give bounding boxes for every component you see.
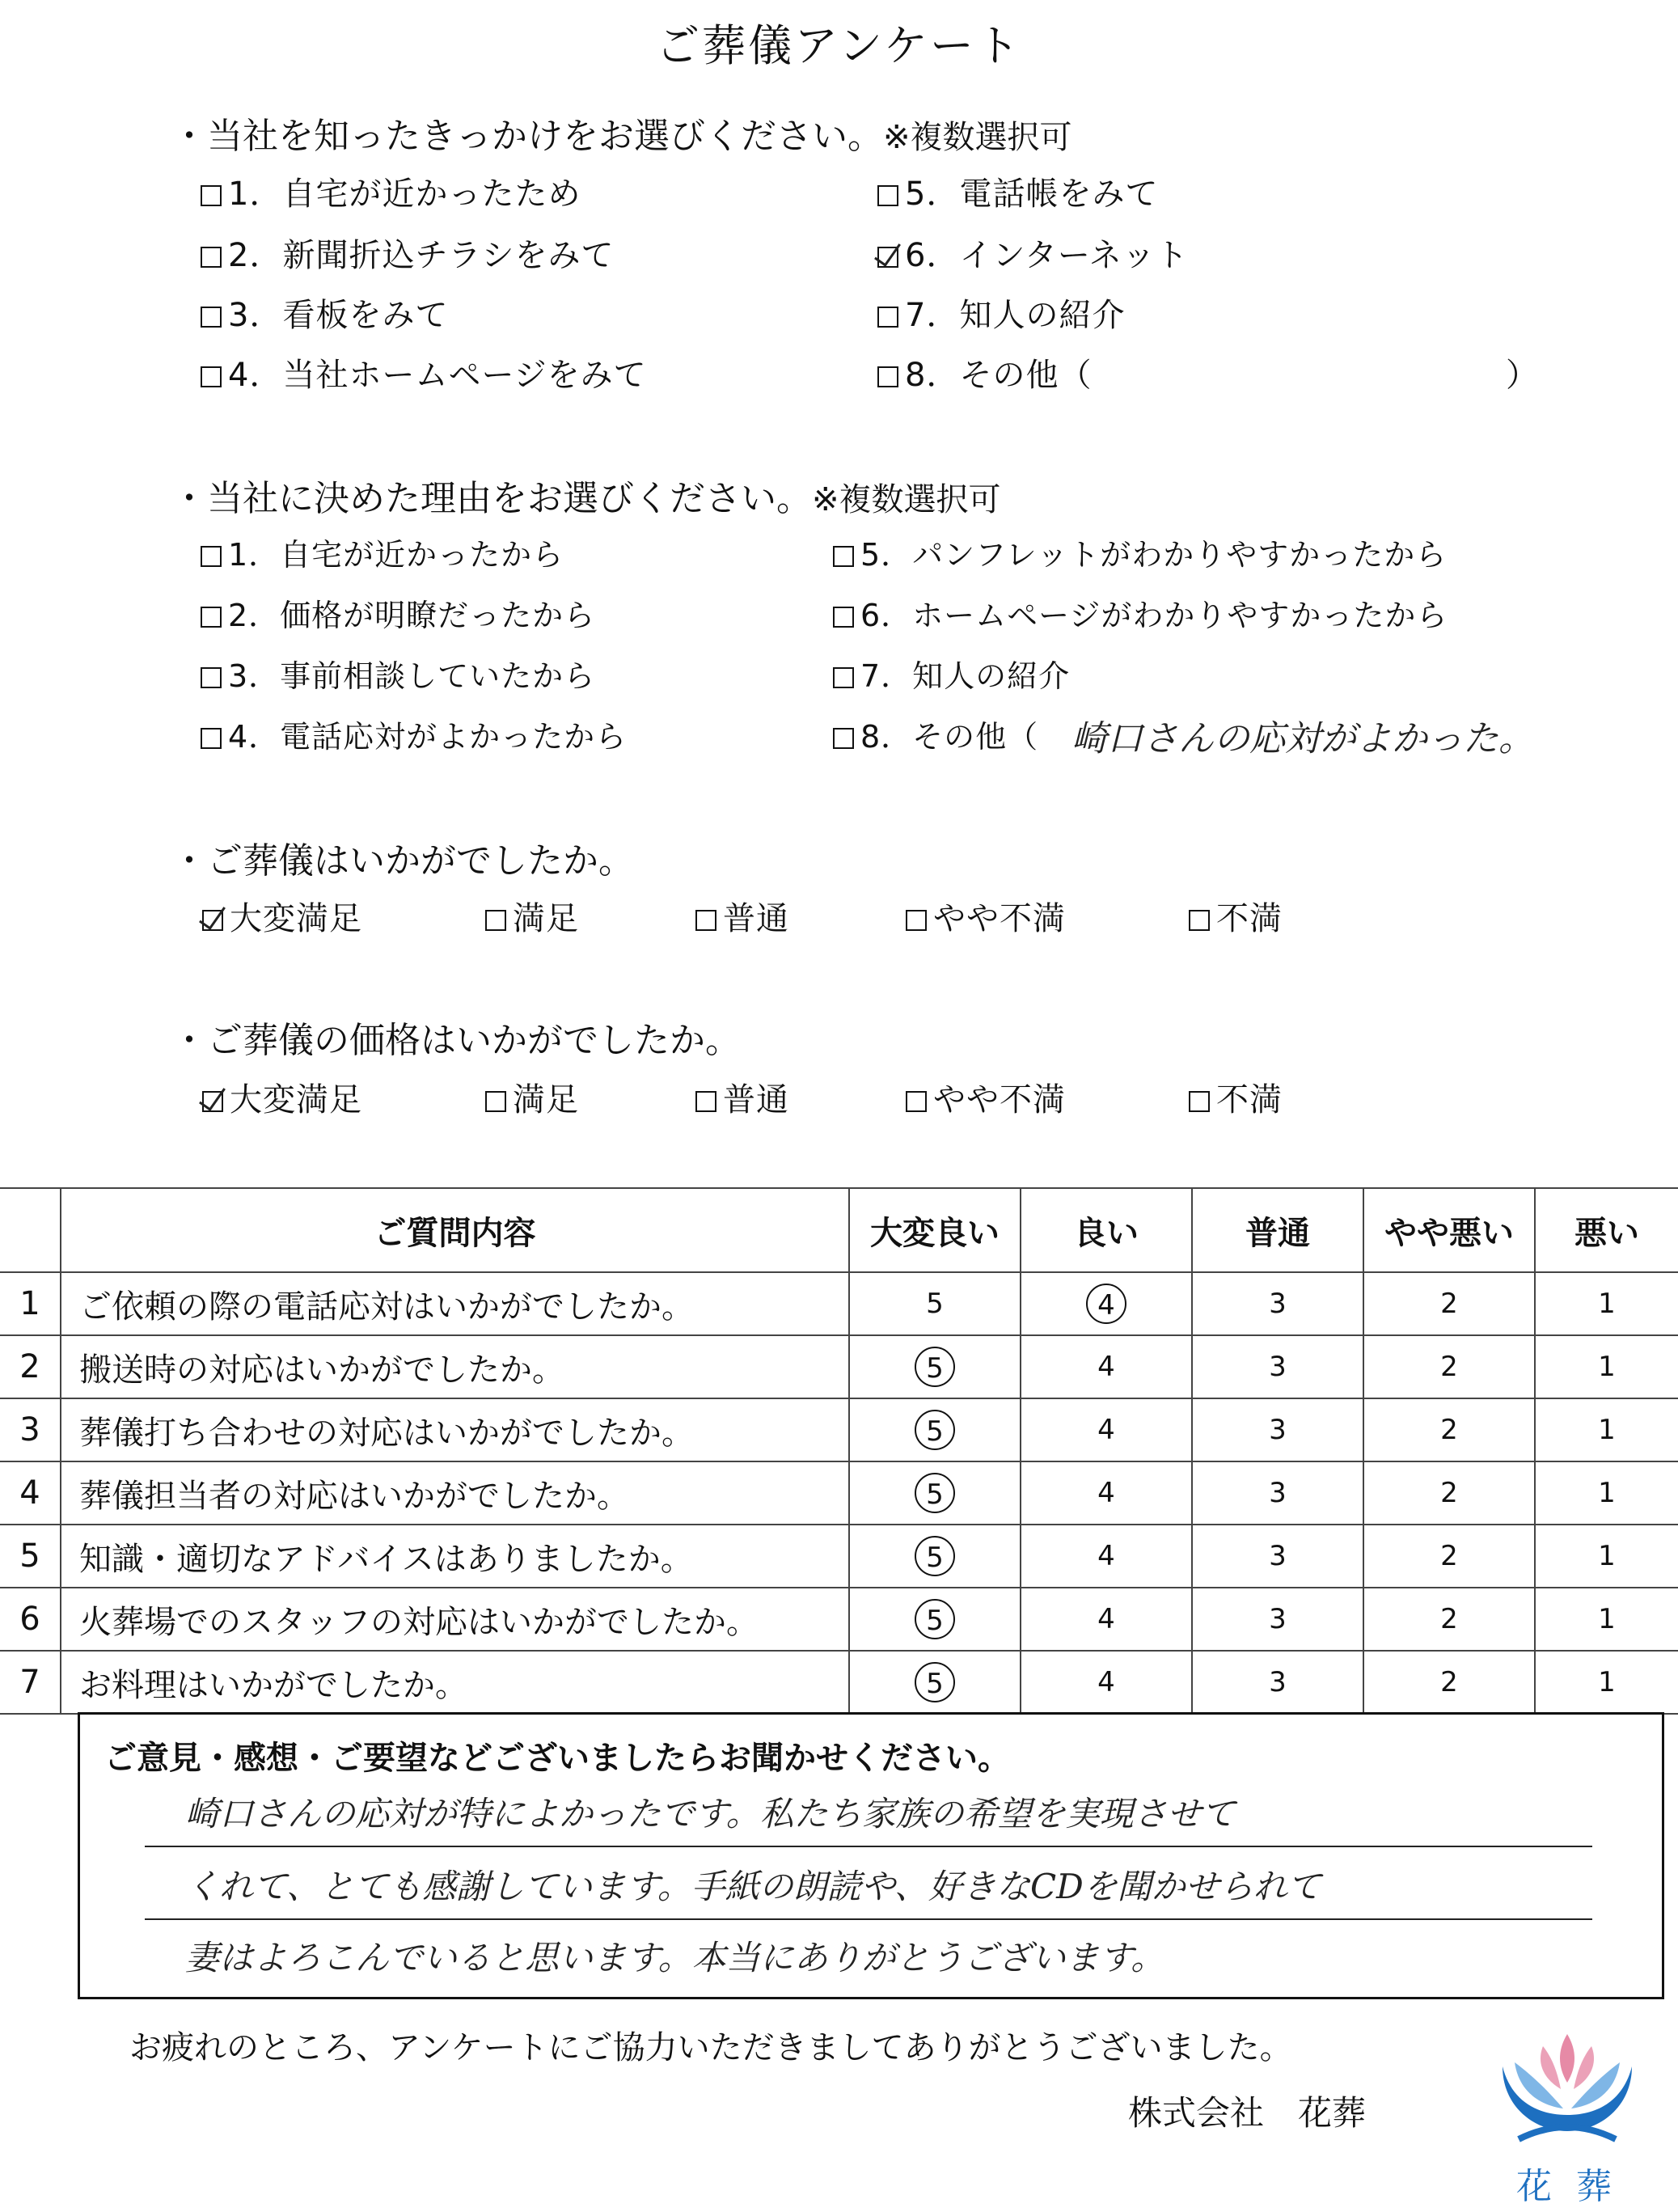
q3-option-4-label: やや不満 (933, 900, 1066, 937)
q4-option-1[interactable] (202, 1074, 362, 1120)
score-cell[interactable] (1021, 1461, 1192, 1525)
q4-option-3[interactable] (695, 1074, 789, 1120)
q2-heading-text: ・当社に決めた理由をお選びください。 (171, 478, 812, 519)
q4-option-5-label: 不満 (1216, 1081, 1283, 1119)
score-cell[interactable] (1021, 1651, 1192, 1714)
score-value: 5 (926, 1288, 944, 1320)
score-cell[interactable] (1192, 1525, 1363, 1588)
score-cell[interactable] (1192, 1272, 1363, 1335)
lotus-logo-icon (1486, 2018, 1648, 2155)
checkbox-icon[interactable] (201, 185, 222, 206)
score-value: 1 (1598, 1414, 1616, 1446)
q2-option-3-label: 3．事前相談していたから (228, 658, 596, 694)
selected-score-circle: 5 (915, 1473, 955, 1513)
comment-line-1: 崎口さんの応対が特によかったです。私たち家族の希望を実現させて (185, 1794, 1236, 1833)
header-col-somewhat-bad: やや悪い (1363, 1188, 1535, 1272)
score-value: 4 (1097, 1603, 1115, 1635)
checkbox-icon[interactable] (695, 1091, 716, 1112)
checkbox-icon[interactable] (833, 607, 854, 628)
score-cell[interactable] (1021, 1525, 1192, 1588)
score-cell[interactable] (1363, 1272, 1535, 1335)
q1-option-7[interactable] (877, 290, 1125, 336)
score-value: 3 (1269, 1603, 1287, 1635)
score-cell[interactable] (1192, 1335, 1363, 1398)
checkbox-icon[interactable] (833, 728, 854, 749)
row-number: 5 (0, 1525, 61, 1588)
page-title: ご葬儀アンケート (656, 20, 1022, 71)
q1-heading-text: ・当社を知ったきっかけをお選びください。 (171, 116, 883, 157)
comment-line-2: くれて、とても感謝しています。手紙の朗読や、好きなCDを聞かせられて (185, 1867, 1321, 1906)
q2-option-7-label: 7．知人の紹介 (860, 658, 1071, 694)
checkbox-icon[interactable] (833, 667, 854, 688)
score-cell[interactable] (1192, 1651, 1363, 1714)
q2-option-8[interactable] (833, 712, 1038, 756)
score-cell[interactable] (1363, 1461, 1535, 1525)
score-cell[interactable] (1192, 1588, 1363, 1651)
checkbox-icon[interactable] (201, 366, 222, 387)
q3-option-3[interactable] (695, 893, 789, 939)
row-question: ご依頼の際の電話応対はいかがでしたか。 (61, 1272, 849, 1335)
q4-option-4-label: やや不満 (933, 1081, 1066, 1119)
row-question: 火葬場でのスタッフの対応はいかがでしたか。 (61, 1588, 849, 1651)
rating-table-header (0, 1188, 1678, 1272)
comment-rule-2 (145, 1918, 1592, 1920)
score-cell[interactable] (849, 1651, 1021, 1714)
q3-heading: ・ご葬儀はいかがでしたか。 (171, 840, 634, 882)
table-row (0, 1651, 1678, 1714)
score-value: 4 (1097, 1666, 1115, 1698)
checkbox-icon[interactable] (201, 546, 222, 567)
score-value: 4 (1097, 1351, 1115, 1383)
score-cell[interactable] (1535, 1398, 1678, 1461)
score-cell[interactable] (849, 1398, 1021, 1461)
q2-option-8-label: 8．その他（ (860, 719, 1039, 755)
logo-text: 花 葬 (1516, 2166, 1618, 2207)
q1-option-4[interactable] (201, 349, 647, 395)
score-value: 2 (1440, 1414, 1458, 1446)
score-value: 3 (1269, 1288, 1287, 1320)
score-value: 1 (1598, 1288, 1616, 1320)
q2-option-6-label: 6．ホームページがわかりやすかったから (860, 598, 1448, 633)
q1-option-1-label: 1．自宅が近かったため (228, 176, 581, 213)
checkbox-icon[interactable] (201, 607, 222, 628)
selected-score-circle: 5 (915, 1599, 955, 1639)
score-value: 1 (1598, 1603, 1616, 1635)
score-value: 3 (1269, 1414, 1287, 1446)
q2-other-handwritten: 崎口さんの応対がよかった。 (1071, 718, 1534, 759)
selected-score-circle: 5 (915, 1347, 955, 1387)
header-col-bad: 悪い (1535, 1188, 1678, 1272)
checkbox-icon[interactable] (695, 910, 716, 931)
checkbox-icon[interactable] (201, 728, 222, 749)
selected-score-circle: 4 (1086, 1284, 1126, 1324)
header-question: ご質問内容 (61, 1188, 849, 1272)
score-value: 2 (1440, 1288, 1458, 1320)
q2-option-5-label: 5．パンフレットがわかりやすかったから (860, 537, 1448, 573)
score-value: 4 (1097, 1540, 1115, 1572)
q2-option-1[interactable] (201, 530, 564, 574)
score-cell[interactable] (1535, 1588, 1678, 1651)
q3-option-5-label: 不満 (1216, 900, 1283, 937)
row-number: 2 (0, 1335, 61, 1398)
q2-option-4[interactable] (201, 712, 627, 756)
checkbox-icon[interactable] (906, 910, 927, 931)
score-value: 4 (1097, 1414, 1115, 1446)
score-value: 1 (1598, 1540, 1616, 1572)
q1-other-close-paren: ） (1506, 357, 1539, 394)
q1-option-2[interactable] (201, 230, 614, 276)
score-cell[interactable] (1535, 1335, 1678, 1398)
selected-score-circle: 5 (915, 1662, 955, 1702)
score-cell[interactable] (1021, 1588, 1192, 1651)
score-value: 1 (1598, 1666, 1616, 1698)
table-row (0, 1525, 1678, 1588)
q1-option-5[interactable] (877, 168, 1158, 214)
row-question: 葬儀担当者の対応はいかがでしたか。 (61, 1461, 849, 1525)
q2-option-7[interactable] (833, 651, 1070, 696)
checkbox-icon[interactable] (833, 546, 854, 567)
selected-score-circle: 5 (915, 1536, 955, 1576)
score-value: 3 (1269, 1477, 1287, 1509)
score-cell[interactable] (1535, 1525, 1678, 1588)
checkbox-icon[interactable] (877, 366, 898, 387)
checkbox-icon[interactable] (877, 185, 898, 206)
q3-option-4[interactable] (906, 893, 1066, 939)
score-value: 3 (1269, 1540, 1287, 1572)
score-value: 3 (1269, 1351, 1287, 1383)
footer-company: 株式会社 花葬 (1128, 2093, 1367, 2133)
checkbox-checked-icon[interactable] (877, 247, 898, 268)
row-question: 知識・適切なアドバイスはありましたか。 (61, 1525, 849, 1588)
q2-option-3[interactable] (201, 651, 595, 696)
score-cell[interactable] (1192, 1398, 1363, 1461)
q3-option-3-label: 普通 (723, 900, 789, 937)
score-value: 4 (1097, 1477, 1115, 1509)
score-value: 1 (1598, 1477, 1616, 1509)
table-row (0, 1398, 1678, 1461)
rating-table-body (0, 1272, 1678, 1714)
rating-table (0, 1187, 1678, 1715)
score-cell[interactable] (849, 1461, 1021, 1525)
score-cell[interactable] (1363, 1398, 1535, 1461)
q2-option-2[interactable] (201, 590, 595, 635)
q2-option-2-label: 2．価格が明瞭だったから (228, 598, 596, 633)
table-row (0, 1272, 1678, 1335)
q1-option-1[interactable] (201, 168, 581, 214)
score-value: 2 (1440, 1477, 1458, 1509)
checkbox-icon[interactable] (201, 307, 222, 328)
header-col-average: 普通 (1192, 1188, 1363, 1272)
q1-note: ※複数選択可 (883, 119, 1072, 156)
score-cell[interactable] (1535, 1461, 1678, 1525)
q3-option-2-label: 満足 (513, 900, 579, 937)
checkbox-checked-icon[interactable] (202, 1091, 223, 1112)
q4-option-4[interactable] (906, 1074, 1066, 1120)
comments-heading: ご意見・感想・ご要望などございましたらお聞かせください。 (104, 1740, 1010, 1777)
q2-option-5[interactable] (833, 530, 1447, 574)
score-cell[interactable] (1363, 1335, 1535, 1398)
row-number: 3 (0, 1398, 61, 1461)
checkbox-icon[interactable] (906, 1091, 927, 1112)
q1-heading (171, 107, 1072, 159)
score-cell[interactable] (1535, 1651, 1678, 1714)
row-number: 1 (0, 1272, 61, 1335)
q4-option-2[interactable] (485, 1074, 579, 1120)
q1-option-8[interactable] (877, 349, 1092, 395)
q3-option-1[interactable] (202, 893, 362, 939)
q4-option-5[interactable] (1189, 1074, 1283, 1120)
score-cell[interactable] (849, 1588, 1021, 1651)
checkbox-icon[interactable] (485, 1091, 506, 1112)
checkbox-checked-icon[interactable] (202, 910, 223, 931)
score-cell[interactable] (849, 1272, 1021, 1335)
q2-option-4-label: 4．電話応対がよかったから (228, 719, 628, 755)
score-cell[interactable] (1363, 1588, 1535, 1651)
checkbox-icon[interactable] (1189, 1091, 1210, 1112)
checkbox-icon[interactable] (201, 247, 222, 268)
q1-option-3[interactable] (201, 290, 448, 336)
q1-option-7-label: 7．知人の紹介 (905, 297, 1126, 334)
checkbox-icon[interactable] (201, 667, 222, 688)
score-cell[interactable] (1192, 1461, 1363, 1525)
footer-thanks: お疲れのところ、アンケートにご協力いただきましてありがとうございました。 (129, 2029, 1292, 2066)
table-row (0, 1588, 1678, 1651)
q2-note: ※複数選択可 (812, 481, 1001, 518)
q2-heading (171, 469, 1001, 521)
header-col-good: 良い (1021, 1188, 1192, 1272)
score-cell[interactable] (1363, 1651, 1535, 1714)
comment-rule-1 (145, 1846, 1592, 1847)
checkbox-icon[interactable] (485, 910, 506, 931)
q2-option-1-label: 1．自宅が近かったから (228, 537, 564, 573)
q4-option-2-label: 満足 (513, 1081, 579, 1119)
q4-heading: ・ご葬儀の価格はいかがでしたか。 (171, 1020, 741, 1061)
comment-line-3: 妻はよろこんでいると思います。本当にありがとうございます。 (185, 1938, 1165, 1977)
q3-option-1-label: 大変満足 (230, 900, 362, 937)
q1-option-6-label: 6．インターネット (905, 237, 1189, 274)
selected-score-circle: 5 (915, 1410, 955, 1450)
row-question: お料理はいかがでしたか。 (61, 1651, 849, 1714)
row-question: 葬儀打ち合わせの対応はいかがでしたか。 (61, 1398, 849, 1461)
score-value: 3 (1269, 1666, 1287, 1698)
row-number: 4 (0, 1461, 61, 1525)
score-value: 2 (1440, 1351, 1458, 1383)
score-cell[interactable] (849, 1335, 1021, 1398)
company-logo (1486, 2018, 1648, 2207)
q1-option-8-label: 8．その他（ (905, 357, 1093, 394)
header-no (0, 1188, 61, 1272)
score-cell[interactable] (849, 1525, 1021, 1588)
score-cell[interactable] (1021, 1272, 1192, 1335)
score-cell[interactable] (1363, 1525, 1535, 1588)
score-cell[interactable] (1021, 1335, 1192, 1398)
q1-option-5-label: 5．電話帳をみて (905, 176, 1159, 213)
q4-option-3-label: 普通 (723, 1081, 789, 1119)
score-cell[interactable] (1021, 1398, 1192, 1461)
q3-option-5[interactable] (1189, 893, 1283, 939)
table-row (0, 1335, 1678, 1398)
score-value: 2 (1440, 1540, 1458, 1572)
checkbox-icon[interactable] (1189, 910, 1210, 931)
score-value: 2 (1440, 1603, 1458, 1635)
q1-option-6[interactable] (877, 230, 1189, 276)
score-value: 2 (1440, 1666, 1458, 1698)
q1-option-2-label: 2．新聞折込チラシをみて (228, 237, 615, 274)
header-col-very-good: 大変良い (849, 1188, 1021, 1272)
q1-option-4-label: 4．当社ホームページをみて (228, 357, 647, 394)
q3-option-2[interactable] (485, 893, 579, 939)
score-value: 1 (1598, 1351, 1616, 1383)
checkbox-icon[interactable] (877, 307, 898, 328)
row-question: 搬送時の対応はいかがでしたか。 (61, 1335, 849, 1398)
q2-option-6[interactable] (833, 590, 1448, 635)
q1-option-3-label: 3．看板をみて (228, 297, 449, 334)
table-row (0, 1461, 1678, 1525)
comments-box (78, 1712, 1664, 1999)
score-cell[interactable] (1535, 1272, 1678, 1335)
row-number: 7 (0, 1651, 61, 1714)
q4-option-1-label: 大変満足 (230, 1081, 362, 1119)
row-number: 6 (0, 1588, 61, 1651)
